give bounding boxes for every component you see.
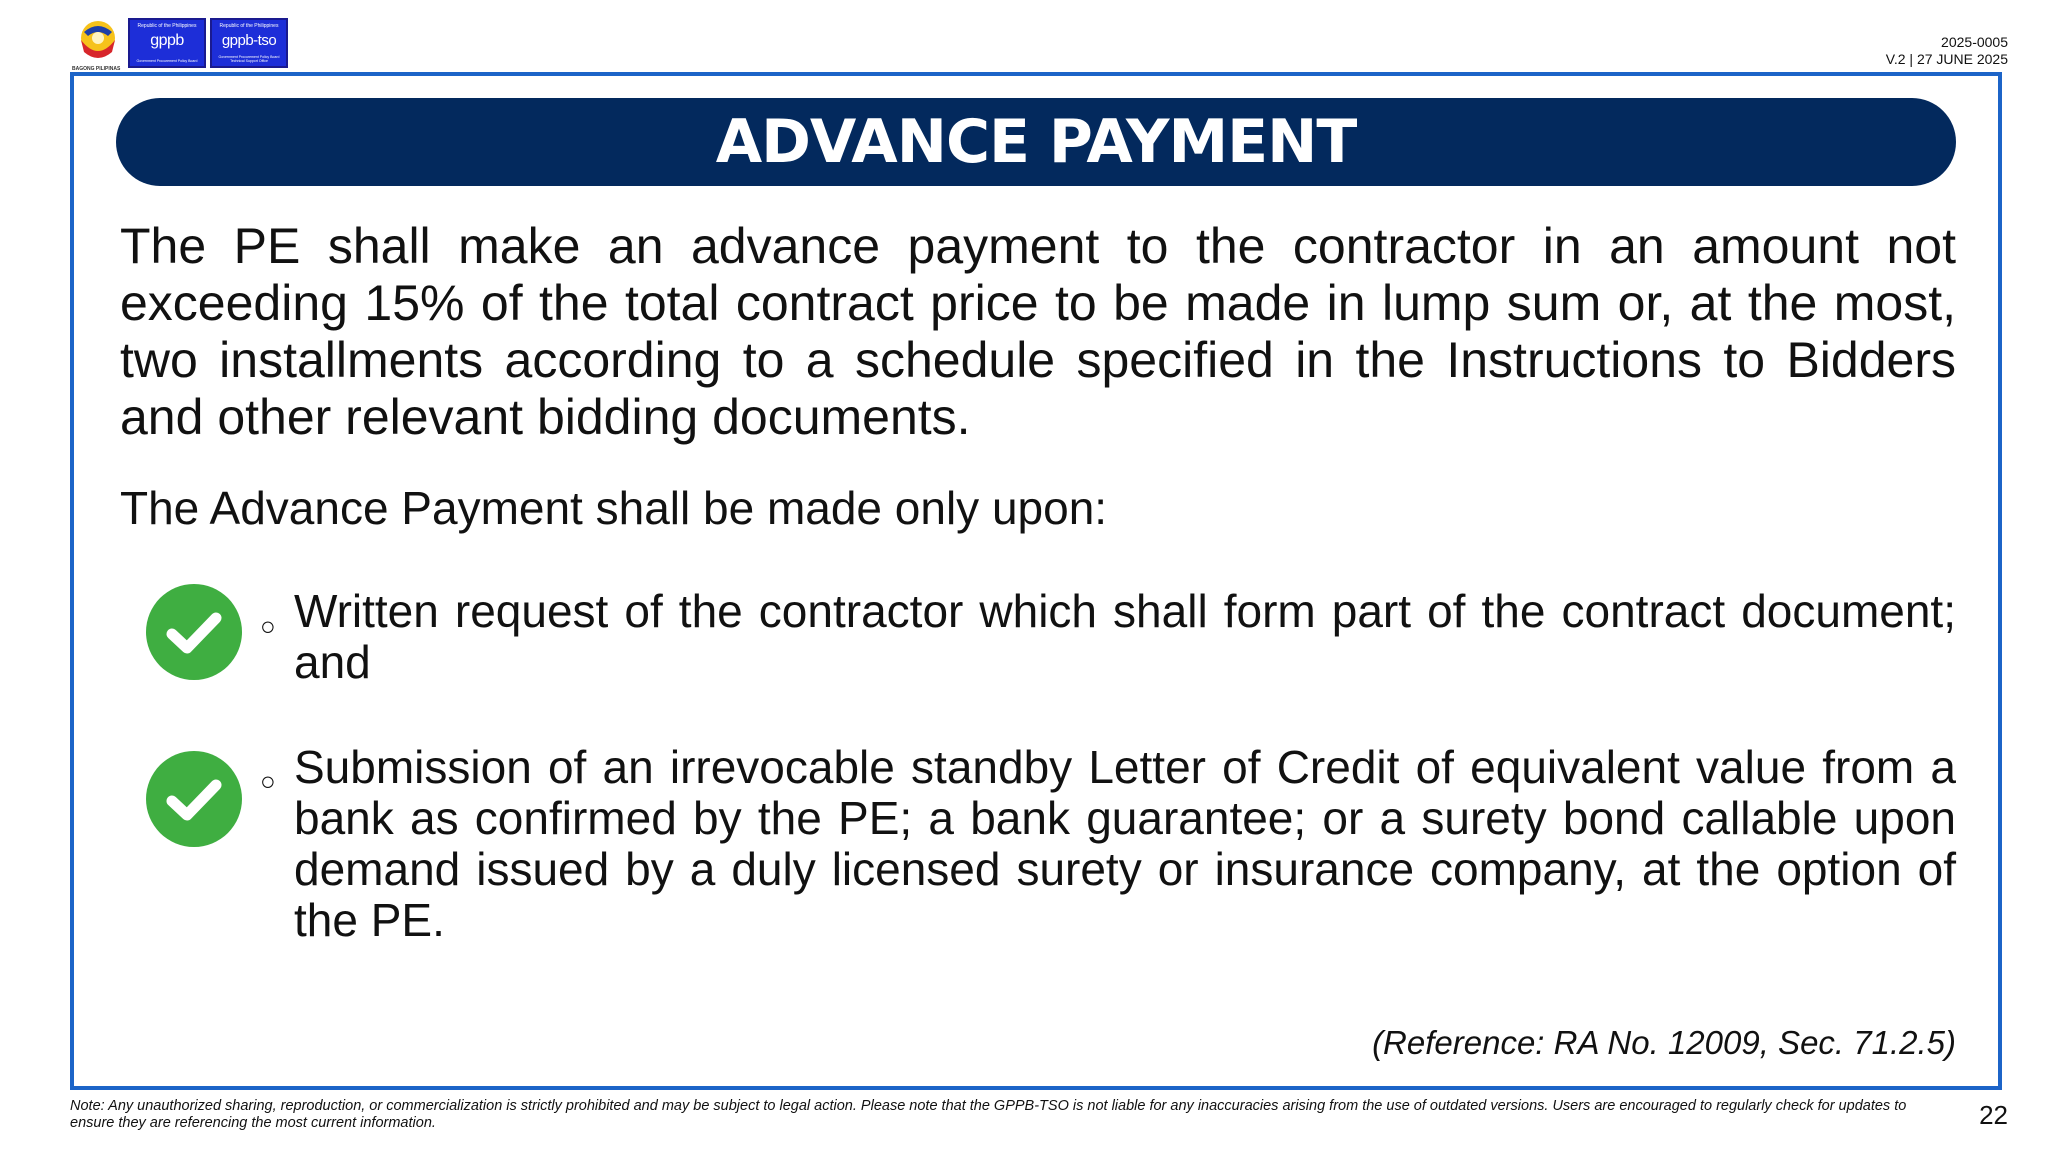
gppb-logo-name: gppb bbox=[150, 32, 184, 49]
gppb-tso-logo-bottom: Government Procurement Policy Board Technical Support Office bbox=[218, 55, 280, 63]
bullet-marker: ○ bbox=[260, 611, 276, 641]
seal-label: BAGONG PILIPINAS bbox=[72, 66, 121, 72]
gppb-tso-logo-name: gppb-tso bbox=[221, 32, 277, 49]
gppb-tso-logo-top: Republic of the Philippines bbox=[219, 23, 279, 29]
check-circle-icon bbox=[146, 584, 242, 680]
reference-citation: (Reference: RA No. 12009, Sec. 71.2.5) bbox=[1372, 1024, 1956, 1061]
document-meta bbox=[1886, 34, 2008, 68]
document-version: V.2 | 27 JUNE 2025 bbox=[1885, 51, 2008, 67]
gppb-logo-top: Republic of the Philippines bbox=[137, 23, 197, 29]
bagong-pilipinas-seal-icon bbox=[72, 18, 124, 70]
slide-frame bbox=[70, 72, 2002, 1090]
title-bar bbox=[116, 98, 1956, 186]
document-number: 2025-0005 bbox=[1941, 34, 2008, 50]
gppb-tso-logo bbox=[210, 18, 288, 68]
footer-note: Note: Any unauthorized sharing, reproduction, or commercialization is strictly prohibited and may be subject to legal action. Please note that the GPPB-TSO is not liable for any inaccuracies arising from the use of outdated versions. Users are encouraged to regularly check for updates to ensure they are referencing the most current information. bbox=[70, 1098, 1907, 1131]
list-item-submission: Submission of an irrevocable standby Letter of Credit of equivalent value from a bank as confirmed by the PE; a bank guarantee; or a surety bond callable upon demand issued by a duly licensed surety or insurance company, at the option of the PE. bbox=[294, 741, 1956, 946]
slide-title: ADVANCE PAYMENT bbox=[715, 107, 1357, 177]
main-paragraph: The PE shall make an advance payment to the contractor in an amount not exceeding 15% of the total contract price to be made in lump sum or, at the most, two installments according to a schedule specified in the Instructions to Bidders and other relevant bidding documents. bbox=[120, 218, 1956, 445]
gppb-logo bbox=[128, 18, 206, 68]
bullet-marker: ○ bbox=[260, 766, 276, 796]
gppb-logo-bottom: Government Procurement Policy Board bbox=[136, 59, 198, 63]
check-circle-icon bbox=[146, 751, 242, 847]
lead-sentence: The Advance Payment shall be made only upon: bbox=[120, 482, 1108, 534]
header-logos bbox=[72, 18, 288, 70]
page-number: 22 bbox=[1979, 1100, 2008, 1130]
list-item-written-request: Written request of the contractor which shall form part of the contract document; and bbox=[294, 585, 1956, 688]
